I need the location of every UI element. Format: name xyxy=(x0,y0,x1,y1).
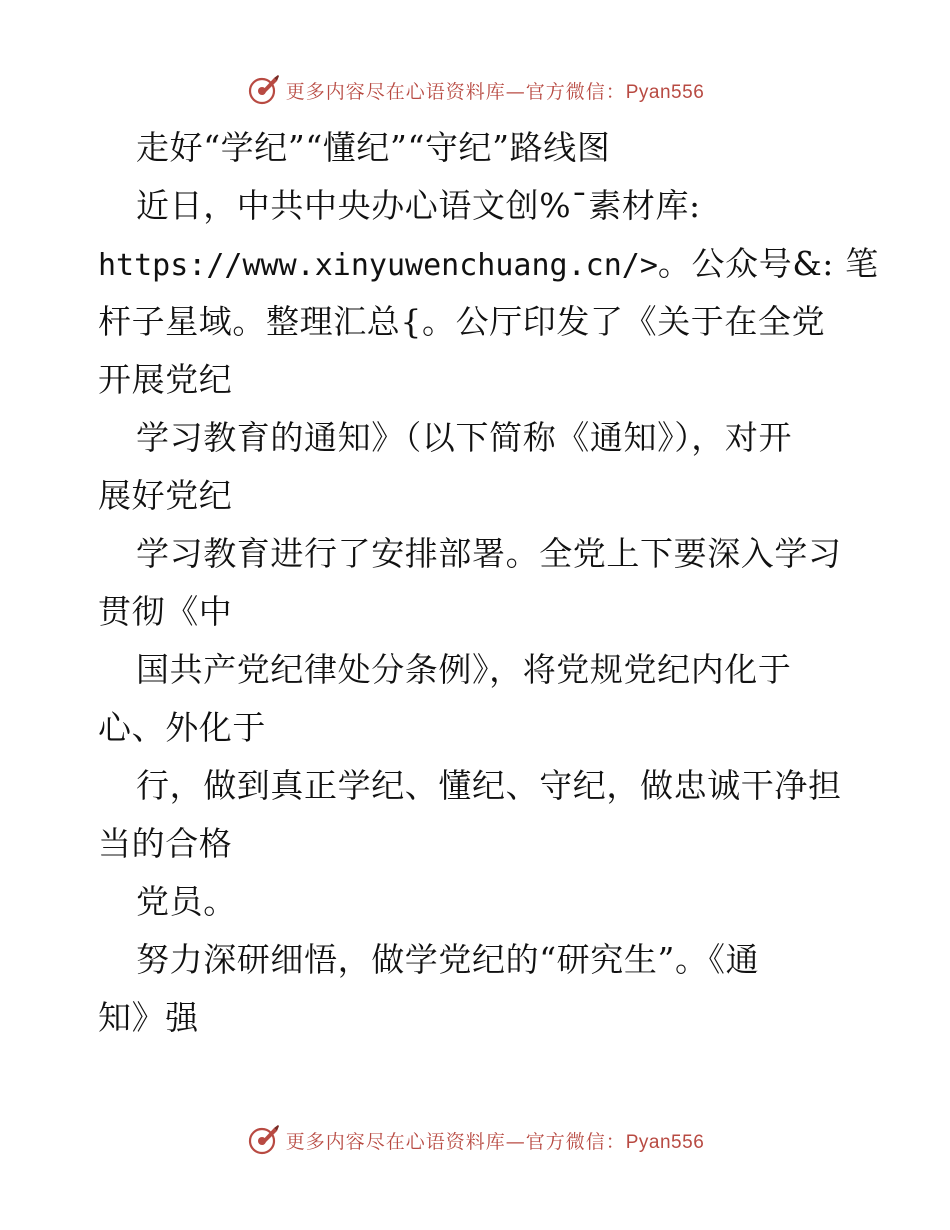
url-line xyxy=(98,235,879,293)
document-title: 走好“学纪”“懂纪”“守纪”路线图 xyxy=(136,128,611,167)
url-text: https://www.xinyuwenchuang.cn/> xyxy=(98,248,658,283)
brand-text xyxy=(286,77,705,104)
footer-brand xyxy=(0,1120,950,1160)
header-brand xyxy=(0,70,950,110)
brand-text-wechat-id: Pyan556 xyxy=(625,1131,705,1153)
brand-text-cn: 更多内容尽在心语资料库—官方微信： xyxy=(285,80,626,103)
paragraph-line: 杆子星域。整理汇总{。公厅印发了《关于在全党 xyxy=(98,302,826,341)
paragraph-line: 贯彻《中 xyxy=(98,592,233,631)
paragraph-line: 学习教育进行了安排部署。全党上下要深入学习 xyxy=(136,534,842,573)
paragraph-line: 党员。 xyxy=(136,882,237,921)
paragraph-line: 行，做到真正学纪、懂纪、守纪，做忠诚干净担 xyxy=(136,766,842,805)
paragraph-line: 展好党纪 xyxy=(98,476,233,515)
paragraph-line: 近日，中共中央办心语文创%¯素材库: xyxy=(136,186,701,225)
brand-text xyxy=(286,1127,705,1154)
paragraph-line: 知》强 xyxy=(98,998,199,1037)
paragraph-line: 国共产党纪律处分条例》，将党规党纪内化于 xyxy=(136,650,792,689)
brand-text-wechat-id: Pyan556 xyxy=(625,81,705,103)
pen-nib-logo-icon xyxy=(246,73,280,107)
paragraph-line: 学习教育的通知》（以下简称《通知》），对开 xyxy=(136,418,793,457)
url-suffix: 。公众号&: 笔 xyxy=(657,244,879,283)
paragraph-line: 当的合格 xyxy=(98,824,233,863)
pen-nib-logo-icon xyxy=(246,1123,280,1157)
paragraph-line: 心、外化于 xyxy=(98,708,266,747)
paragraph-line: 努力深研细悟，做学党纪的“研究生”。《通 xyxy=(136,940,760,979)
paragraph-line: 开展党纪 xyxy=(98,360,233,399)
document-body xyxy=(98,119,879,1047)
brand-text-cn: 更多内容尽在心语资料库—官方微信： xyxy=(285,1130,626,1153)
